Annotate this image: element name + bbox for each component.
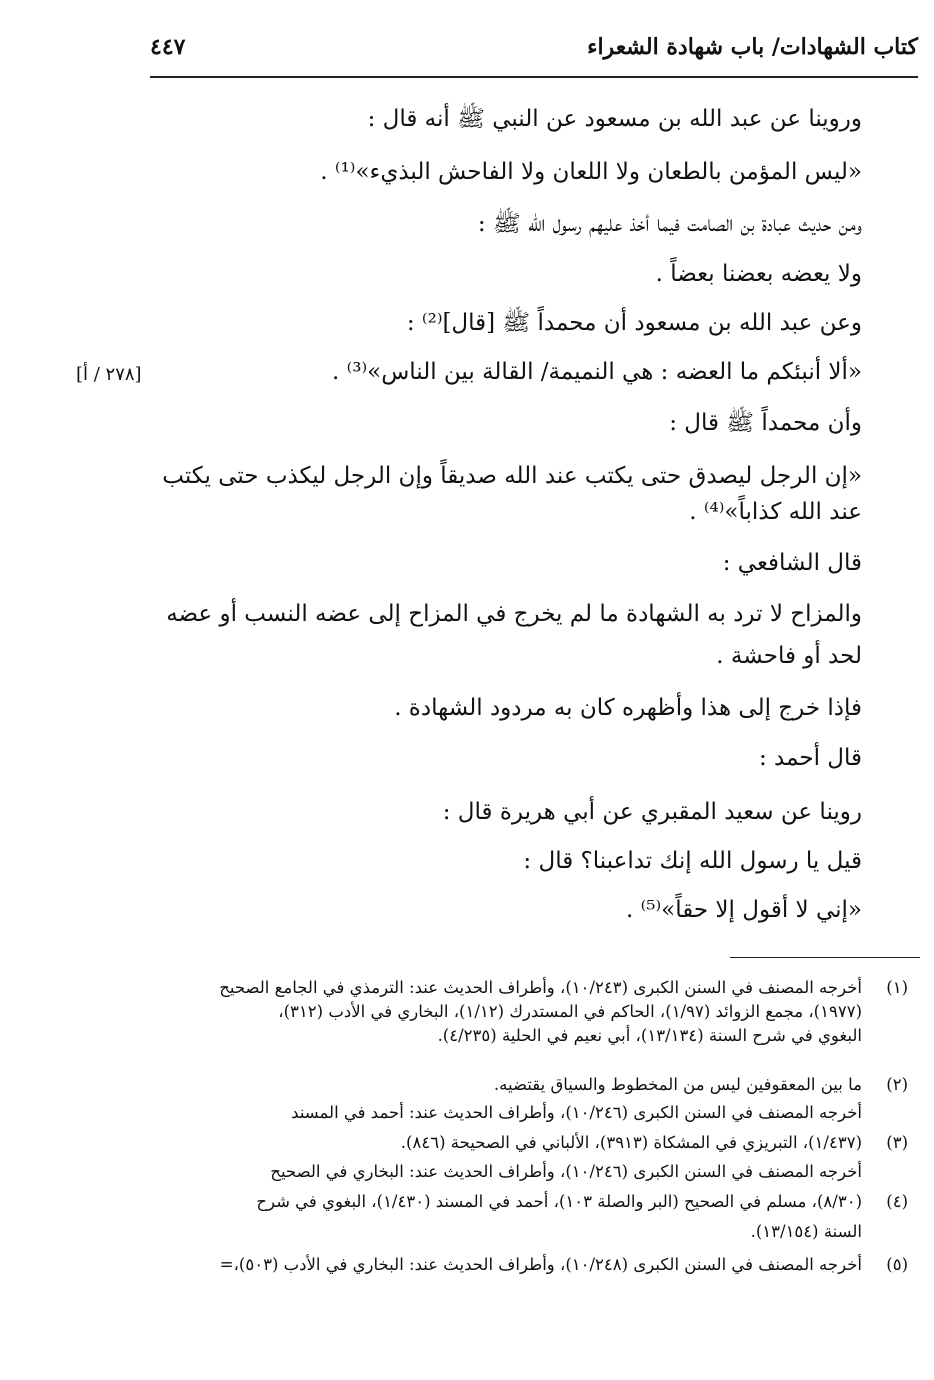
- body-line: وأن محمداً ﷺ قال :: [669, 410, 862, 436]
- footnote-separator: [730, 957, 920, 958]
- footnote-text: أخرجه المصنف في السنن الكبرى (١٠/٢٤٦)، وأطراف الحديث عند: أحمد في المسند: [291, 1103, 862, 1122]
- footnote-line: [150, 1101, 862, 1124]
- body-line: «إني لا أقول إلا حقاً»⁽⁵⁾ .: [626, 897, 862, 923]
- body-line: «إن الرجل ليصدق حتى يكتب عند الله صديقاً وإن الرجل ليكذب حتى يكتب: [162, 463, 862, 489]
- body-line: وعن عبد الله بن مسعود أن محمداً ﷺ [قال]⁽²⁾ :: [406, 310, 862, 336]
- footnote-line: [150, 1024, 862, 1047]
- body-line: قيل يا رسول الله إنك تداعبنا؟ قال :: [523, 848, 862, 874]
- footnote-text: أخرجه المصنف في السنن الكبرى (١٠/٢٤٦)، وأطراف الحديث عند: البخاري في الصحيح: [270, 1162, 862, 1181]
- page-header: [150, 28, 918, 78]
- body-line: وروينا عن عبد الله بن مسعود عن النبي ﷺ أنه قال :: [367, 106, 862, 132]
- footnote-line: [150, 1220, 862, 1243]
- body-line: فإذا خرج إلى هذا وأظهره كان به مردود الشهادة .: [394, 695, 862, 721]
- body-line: قال الشافعي :: [722, 550, 862, 576]
- body-line: عند الله كذاباً»⁽⁴⁾ .: [689, 499, 862, 525]
- body-line: «ليس المؤمن بالطعان ولا اللعان ولا الفاحش البذيء»⁽¹⁾ .: [320, 159, 862, 185]
- body-line: ومن حديث عبادة بن الصامت فيما أخذ عليهم رسول الله ﷺ :: [477, 211, 862, 237]
- footnote-number: (١): [886, 978, 908, 997]
- footnote-number: (٥): [886, 1255, 908, 1274]
- footnote-line: [150, 976, 908, 999]
- footnote-line: [150, 1253, 908, 1276]
- body-line: قال أحمد :: [758, 745, 862, 771]
- footnote-text: أخرجه المصنف في السنن الكبرى (١٠/٢٤٨)، وأطراف الحديث عند: البخاري في الأدب (٥٠٣)،=: [219, 1255, 862, 1274]
- footnote-text: (٨/٣٠)، مسلم في الصحيح (البر والصلة ١٠٣)، أحمد في المسند (١/٤٣٠)، البغوي في شرح: [256, 1192, 862, 1211]
- body-line: روينا عن سعيد المقبري عن أبي هريرة قال :: [442, 799, 862, 825]
- footnote-number: (٤): [886, 1192, 908, 1211]
- body-line: لحد أو فاحشة .: [716, 643, 862, 669]
- body-line: ولا يعضه بعضنا بعضاً .: [655, 261, 862, 287]
- footnote-text: السنة (١٣/١٥٤).: [750, 1222, 862, 1241]
- footnote-text: (١٩٧٧)، مجمع الزوائد (١/٩٧)، الحاكم في المستدرك (١/١٢)، البخاري في الأدب (٣١٢)،: [278, 1002, 862, 1021]
- footnote-text: (١/٤٣٧)، التبريزي في المشكاة (٣٩١٣)، الألباني في الصحيحة (٨٤٦).: [400, 1133, 862, 1152]
- footnote-number: (٣): [886, 1133, 908, 1152]
- footnote-text: ما بين المعقوفين ليس من المخطوط والسياق يقتضيه.: [493, 1075, 862, 1094]
- footnote-line: [150, 1160, 862, 1183]
- running-title: كتاب الشهادات/ باب شهادة الشعراء: [587, 34, 918, 60]
- footnote-number: (٢): [886, 1075, 908, 1094]
- footnote-line: [150, 1190, 908, 1213]
- footnote-text: البغوي في شرح السنة (١٣/١٣٤)، أبي نعيم في الحلية (٤/٢٣٥).: [437, 1026, 862, 1045]
- manuscript-folio-marker: [٢٧٨ / أ]: [76, 364, 142, 385]
- footnote-line: [150, 1073, 908, 1096]
- body-line: «ألا أنبئكم ما العضه : هي النميمة/ القالة بين الناس»⁽³⁾ .: [331, 359, 862, 385]
- footnote-line: [150, 1000, 862, 1023]
- page-number: ٤٤٧: [150, 34, 186, 60]
- body-line: والمزاح لا ترد به الشهادة ما لم يخرج في المزاح إلى عضه النسب أو عضه: [166, 601, 862, 627]
- footnote-text: أخرجه المصنف في السنن الكبرى (١٠/٢٤٣)، وأطراف الحديث عند: الترمذي في الجامع الصحيح: [219, 978, 862, 997]
- footnote-line: [150, 1131, 908, 1154]
